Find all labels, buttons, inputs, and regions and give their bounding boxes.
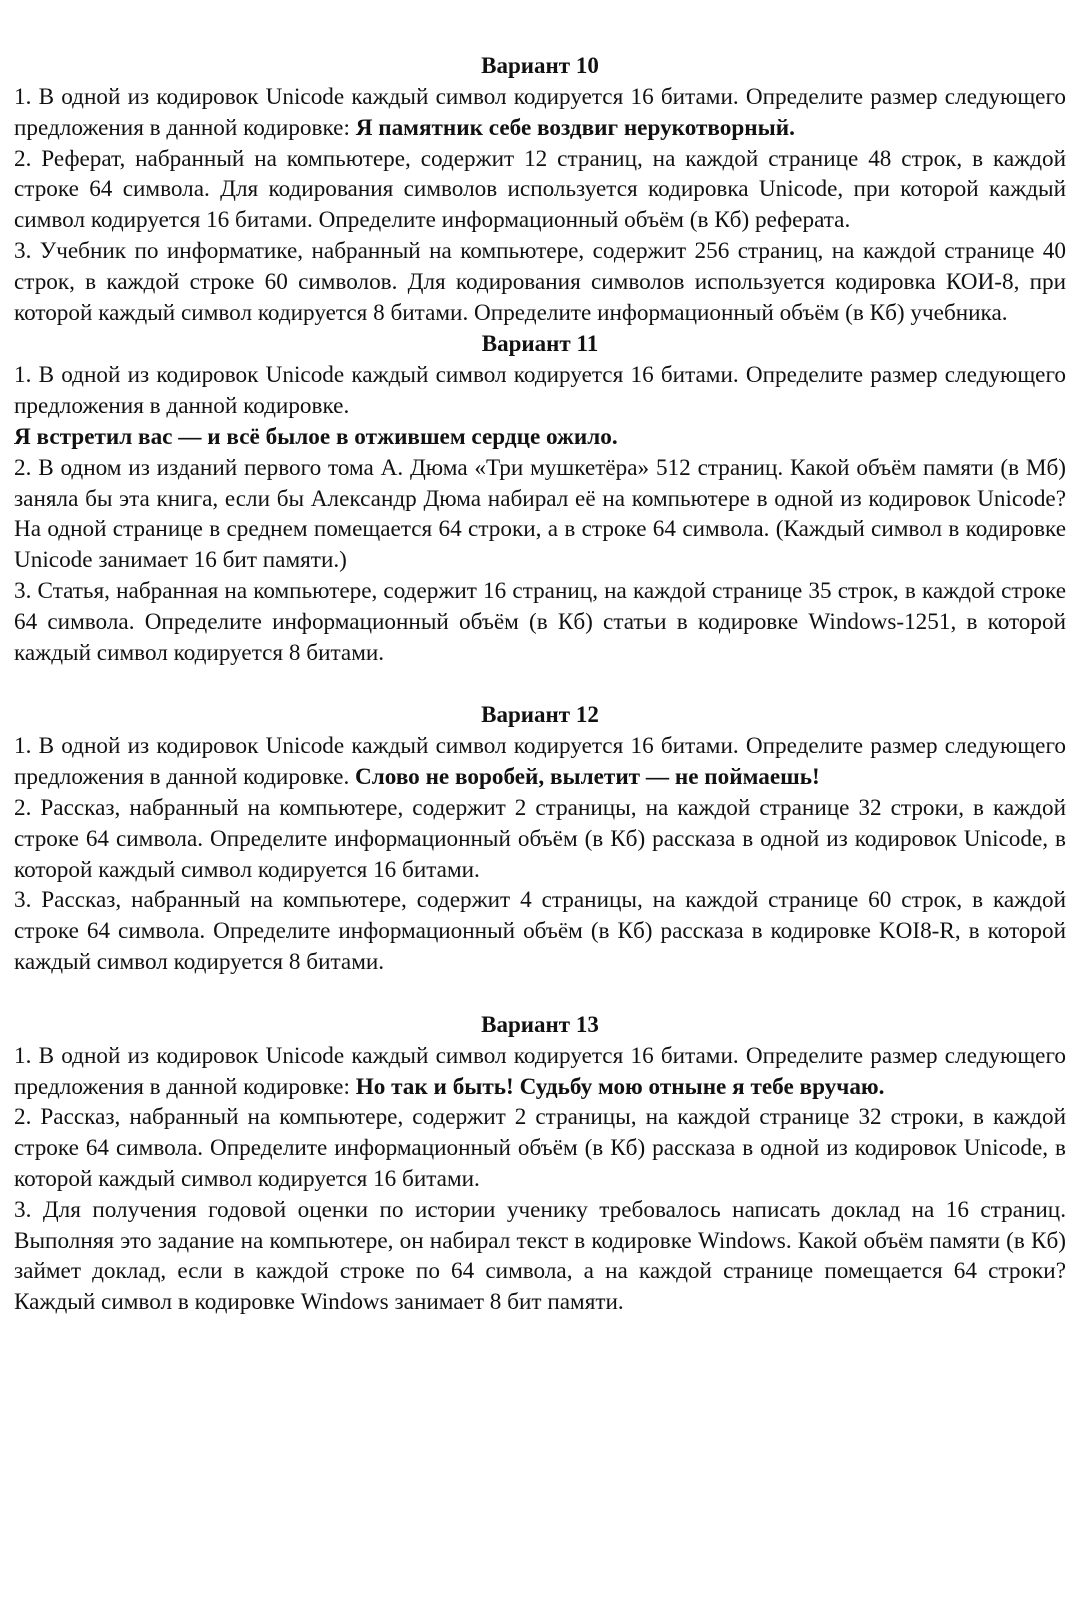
task-text: 2. Рассказ, набранный на компьютере, содержит 2 страницы, на каждой странице 32 строки, в каждой строке 64 символа. Определите информационный объём (в Кб) рассказа в одной из кодировок Unicode, в которой каждый символ кодируется 16 битами. [14, 794, 1066, 883]
task-3 [14, 236, 1066, 328]
task-2 [14, 793, 1066, 885]
variant-title: Вариант 11 [481, 331, 599, 357]
task-2 [14, 453, 1066, 576]
variant-12 [14, 699, 1066, 977]
task-bold-phrase: Но так и быть! Судьбу мою отныне я тебе вручаю. [355, 1073, 885, 1100]
task-1 [14, 731, 1066, 793]
task-1 [14, 82, 1066, 144]
task-3 [14, 1195, 1066, 1318]
task-3 [14, 576, 1066, 668]
task-1-phrase [14, 422, 1066, 453]
task-bold-phrase: Я памятник себе воздвиг нерукотворный. [355, 114, 795, 141]
task-text: 2. В одном из изданий первого тома А. Дюма «Три мушкетёра» 512 страниц. Какой объём памяти (в Мб) заняла бы эта книга, если бы Александр Дюма набирал её на компьютере в одной из кодировок Unicode? На одной странице в среднем помещается 64 строки, а в строке 64 символа. (Каждый символ в кодировке Unicode занимает 16 бит памяти.) [14, 454, 1066, 574]
variant-spacer [14, 668, 1066, 699]
task-3 [14, 885, 1066, 977]
task-text: 3. Статья, набранная на компьютере, содержит 16 страниц, на каждой странице 35 строк, в каждой строке 64 символа. Определите информационный объём (в Кб) статьи в кодировке Windows-1251, в которой каждый символ кодируется 8 битами. [14, 577, 1066, 666]
variant-title: Вариант 13 [481, 1011, 599, 1037]
variant-13 [14, 1009, 1066, 1318]
task-bold-phrase: Я встретил вас — и всё былое в отжившем сердце ожило. [14, 423, 618, 450]
task-text: 1. В одной из кодировок Unicode каждый символ кодируется 16 битами. Определите размер следующего предложения в данной кодировке: [14, 1042, 1066, 1100]
task-text: 2. Рассказ, набранный на компьютере, содержит 2 страницы, на каждой странице 32 строки, в каждой строке 64 символа. Определите информационный объём (в Кб) рассказа в одной из кодировок Unicode, в которой каждый символ кодируется 16 битами. [14, 1104, 1066, 1192]
task-2 [14, 1102, 1066, 1194]
variant-spacer [14, 978, 1066, 1009]
task-text: 3. Рассказ, набранный на компьютере, содержит 4 страницы, на каждой странице 60 строк, в каждой строке 64 символа. Определите информационный объём (в Кб) рассказа в кодировке KOI8-R, в которой каждый символ кодируется 8 битами. [14, 887, 1066, 975]
task-2 [14, 144, 1066, 236]
variant-10 [14, 50, 1066, 328]
task-1 [14, 360, 1066, 422]
variant-title: Вариант 10 [481, 53, 599, 78]
task-text: 1. В одной из кодировок Unicode каждый символ кодируется 16 битами. Определите размер следующего предложения в данной кодировке. [14, 362, 1066, 420]
task-text: 3. Для получения годовой оценки по истории ученику требовалось написать доклад на 16 страниц. Выполняя это задание на компьютере, он набирал текст в кодировке Windows. Какой объём памяти (в Кб) займет доклад, если в каждой строке по 64 символа, а на каждой странице помещается 64 строки? Каждый символ в кодировке Windows занимает 8 бит памяти. [14, 1196, 1066, 1316]
task-text: 1. В одной из кодировок Unicode каждый символ кодируется 16 битами. Определите размер следующего предложения в данной кодировке. [14, 733, 1066, 791]
variant-11 [14, 328, 1066, 668]
task-text: 3. Учебник по информатике, набранный на компьютере, содержит 256 страниц, на каждой странице 40 строк, в каждой строке 60 символов. Для кодирования символов используется кодировка КОИ-8, при которой каждый символ кодируется 8 битами. Определите информационный объём (в Кб) учебника. [14, 237, 1066, 326]
task-text: 2. Реферат, набранный на компьютере, содержит 12 страниц, на каждой странице 48 строк, в каждой строке 64 символа. Для кодирования символов используется кодировка Unicode, при которой каждый символ кодируется 16 битами. Определите информационный объём (в Кб) реферата. [14, 145, 1066, 234]
task-text: 1. В одной из кодировок Unicode каждый символ кодируется 16 битами. Определите размер следующего предложения в данной кодировке: [14, 84, 1066, 141]
variant-title: Вариант 12 [481, 702, 599, 728]
task-1 [14, 1041, 1066, 1103]
task-bold-phrase: Слово не воробей, вылетит — не поймаешь! [355, 764, 820, 791]
